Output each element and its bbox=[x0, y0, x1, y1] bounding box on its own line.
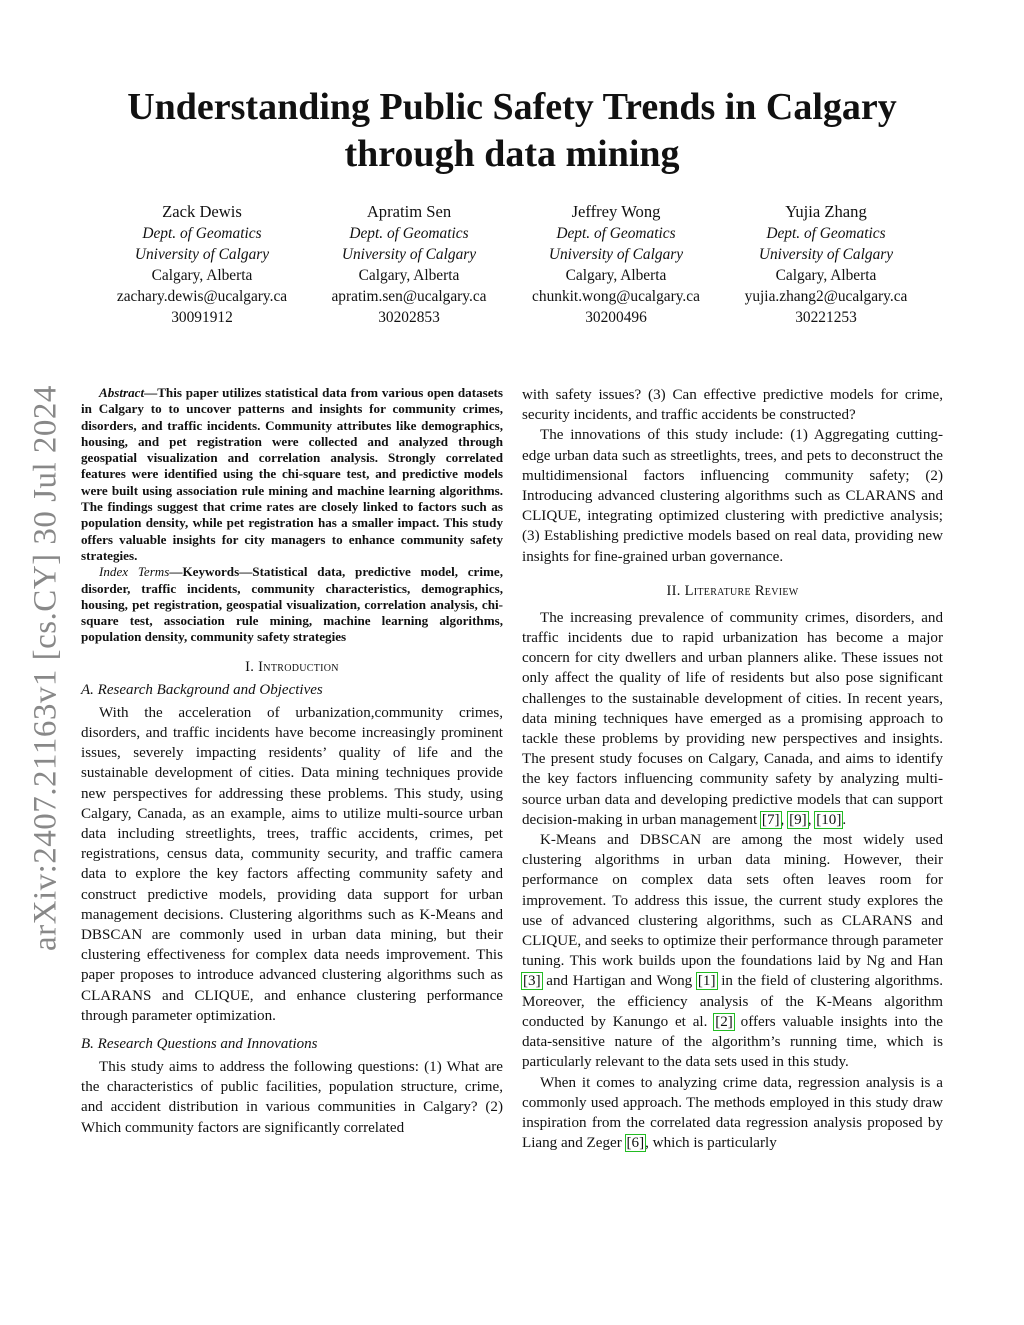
paragraph-text: and Hartigan and Wong bbox=[541, 973, 697, 990]
section-heading-introduction bbox=[81, 659, 503, 676]
arxiv-identifier-stamp: arXiv:2407.21163v1 [cs.CY] 30 Jul 2024 bbox=[27, 385, 64, 951]
author-email: chunkit.wong@ucalgary.ca bbox=[532, 288, 700, 305]
body-paragraph: The innovations of this study include: (1) Aggregating cutting-edge urban data such as streetlights, trees, and pets to deconstruct the multidimensional factors influencing community safety; (2) Introducing advanced clustering algorithms such as CLARANS and CLIQUE, integrating optimized clustering with predictive analysis; (3) Establishing predictive models based on real data, providing new insights for fine-grained urban governance. bbox=[522, 427, 943, 565]
author-university: University of Calgary bbox=[548, 246, 684, 263]
citation-link[interactable]: [9] bbox=[789, 811, 807, 828]
paper-title bbox=[80, 84, 944, 178]
author-city: Calgary, Alberta bbox=[775, 267, 877, 284]
index-terms bbox=[81, 564, 503, 645]
author-name: Zack Dewis bbox=[162, 202, 242, 221]
subsection-heading: A. Research Background and Objectives bbox=[81, 681, 323, 698]
body-paragraph bbox=[522, 830, 943, 1072]
title-line-2: through data mining bbox=[344, 133, 680, 175]
section-heading-literature-review bbox=[522, 583, 943, 600]
author-department: Dept. of Geomatics bbox=[349, 225, 469, 242]
author-student-id: 30091912 bbox=[171, 309, 233, 326]
paragraph-text: When it comes to analyzing crime data, regression analysis is a commonly used approach. The methods employed in this study draw inspiration from the correlated data regression analysis proposed by Liang and Zeger bbox=[522, 1074, 943, 1152]
author-card bbox=[506, 201, 726, 328]
right-column bbox=[522, 385, 943, 1153]
index-terms-label: Index Terms bbox=[99, 564, 170, 580]
title-line-1: Understanding Public Safety Trends in Calgary bbox=[127, 86, 897, 128]
author-student-id: 30200496 bbox=[585, 309, 647, 326]
author-department: Dept. of Geomatics bbox=[142, 225, 262, 242]
author-card bbox=[92, 201, 312, 328]
citation-link[interactable]: [6] bbox=[626, 1135, 645, 1152]
author-card bbox=[716, 201, 936, 328]
body-paragraph bbox=[522, 1073, 943, 1154]
author-name: Jeffrey Wong bbox=[571, 202, 661, 221]
section-title: Literature Review bbox=[684, 582, 799, 599]
author-name: Yujia Zhang bbox=[785, 202, 867, 221]
author-email: yujia.zhang2@ucalgary.ca bbox=[744, 288, 908, 305]
citation-link[interactable]: [3] bbox=[523, 973, 541, 990]
citation-link[interactable]: [1] bbox=[697, 973, 716, 990]
index-terms-text: —Keywords—Statistical data, predictive model, crime, disorder, traffic incidents, community characteristics, demographics, housing, pet registration, geospatial visualization, correlation analysis, chi-square test, association rule mining, machine learning algorithms, population density, community safety strategies bbox=[81, 564, 503, 645]
author-department: Dept. of Geomatics bbox=[766, 225, 886, 242]
author-department: Dept. of Geomatics bbox=[556, 225, 676, 242]
subsection-heading: B. Research Questions and Innovations bbox=[81, 1036, 318, 1052]
body-paragraph: With the acceleration of urbanization,community crimes, disorders, and traffic incidents have become increasingly prominent issues, severely impacting residents’ quality of life and the sustainable development of cities. Data mining techniques provide new perspectives for addressing these problems. This study, using Calgary, Canada, as an example, aims to utilize multi-source urban data including streetlights, trees, traffic accidents, crimes, pet registrations, census data, community security, and traffic camera data to explore the key factors affecting community safety and construct predictive models, providing data support for urban management decisions. Clustering algorithms such as K-Means and DBSCAN are commonly used in urban data mining, but their clustering effectiveness for complex data needs improvement. This paper proposes to introduce advanced clustering algorithms such as CLARANS and CLIQUE, and enhance clustering performance through parameter optimization. bbox=[81, 704, 503, 1024]
author-student-id: 30202853 bbox=[378, 309, 440, 326]
paragraph-text: K-Means and DBSCAN are among the most widely used clustering algorithms in urban data mining. However, their performance on complex data sets often leaves room for improvement. To address this issue, the current study explores the use of advanced clustering algorithms, such as CLARANS and CLIQUE, and seeks to optimize their performance through parameter tuning. This work builds upon the foundations laid by Ng and Han bbox=[522, 832, 943, 970]
paragraph-text: in the field of clustering algorithms. Moreover, the efficiency analysis of the K-Means algorithm conducted by Kanungo et al. bbox=[522, 973, 943, 1030]
author-city: Calgary, Alberta bbox=[358, 267, 460, 284]
author-card bbox=[299, 201, 519, 328]
paragraph-text: , which is particularly bbox=[645, 1135, 777, 1152]
section-title: Introduction bbox=[258, 658, 339, 675]
author-email: zachary.dewis@ucalgary.ca bbox=[116, 288, 288, 305]
body-paragraph: The increasing prevalence of community crimes, disorders, and traffic incidents due to rapid urbanization has become a major concern for city dwellers and urban planners alike. These issues not only affect the quality of life of residents but also pose significant challenges to the sustainable development of cities. In recent years, data mining techniques have emerged as a promising approach to tackle these problems by providing new perspectives and insights. The present study focuses on Calgary, Canada, and aims to identify the key factors influencing community safety by analyzing multi-source urban data and developing predictive models that can support decision-making in urban management [7], [9], [10]. bbox=[522, 609, 943, 828]
author-student-id: 30221253 bbox=[795, 309, 857, 326]
abstract bbox=[81, 385, 503, 564]
author-university: University of Calgary bbox=[758, 246, 894, 263]
section-number: II. bbox=[666, 582, 681, 599]
citation-link[interactable]: [7] bbox=[761, 811, 780, 828]
author-email: apratim.sen@ucalgary.ca bbox=[331, 288, 487, 305]
left-column bbox=[81, 385, 503, 1138]
paragraph-text: The increasing prevalence of community crimes, disorders, and traffic incidents due to rapid urbanization has become a major concern for city dwellers and urban planners alike. These issues not only affect the quality of life of residents but also pose significant challenges to the sustainable development of cities. In recent years, data mining techniques have emerged as a promising approach to tackle these problems by providing new perspectives and insights. The present study focuses on Calgary, Canada, and aims to identify the key factors influencing community safety by analyzing multi-source urban data and developing predictive models that can support decision-making in urban management bbox=[522, 609, 943, 828]
section-number: I. bbox=[245, 658, 255, 675]
author-university: University of Calgary bbox=[341, 246, 477, 263]
abstract-label: Abstract bbox=[99, 385, 145, 400]
body-paragraph: This study aims to address the following questions: (1) What are the characteristics of public facilities, population structure, crime, and accident distribution in various communities in Calgary? (2) Which community factors are significantly correlated bbox=[81, 1059, 503, 1136]
citation-link[interactable]: [10] bbox=[816, 811, 842, 828]
paragraph-text: offers valuable insights into the data-sensitive nature of the algorithm’s running time, which is particularly relevant to the data sets used in this study. bbox=[522, 1013, 943, 1071]
author-city: Calgary, Alberta bbox=[151, 267, 253, 284]
author-name: Apratim Sen bbox=[366, 202, 452, 221]
abstract-text: —This paper utilizes statistical data from various open datasets in Calgary to to uncover patterns and insights for community crimes, disorders, and traffic incidents. Community attributes like demographics, housing, and pet registration were collected and analyzed through geospatial visualization and correlation analysis. Strongly correlated features were identified using the chi-square test, and predictive models were built using association rule mining and machine learning algorithms. The findings suggest that crime rates are closely linked to factors such as population density, while pet registration has a smaller impact. This study offers valuable insights for city managers to enhance community safety strategies. bbox=[81, 385, 503, 563]
body-paragraph-continued: with safety issues? (3) Can effective predictive models for crime, security incidents, and traffic accidents be constructed? bbox=[522, 387, 943, 424]
citation-link[interactable]: [2] bbox=[715, 1013, 733, 1030]
author-city: Calgary, Alberta bbox=[565, 267, 667, 284]
author-university: University of Calgary bbox=[134, 246, 270, 263]
